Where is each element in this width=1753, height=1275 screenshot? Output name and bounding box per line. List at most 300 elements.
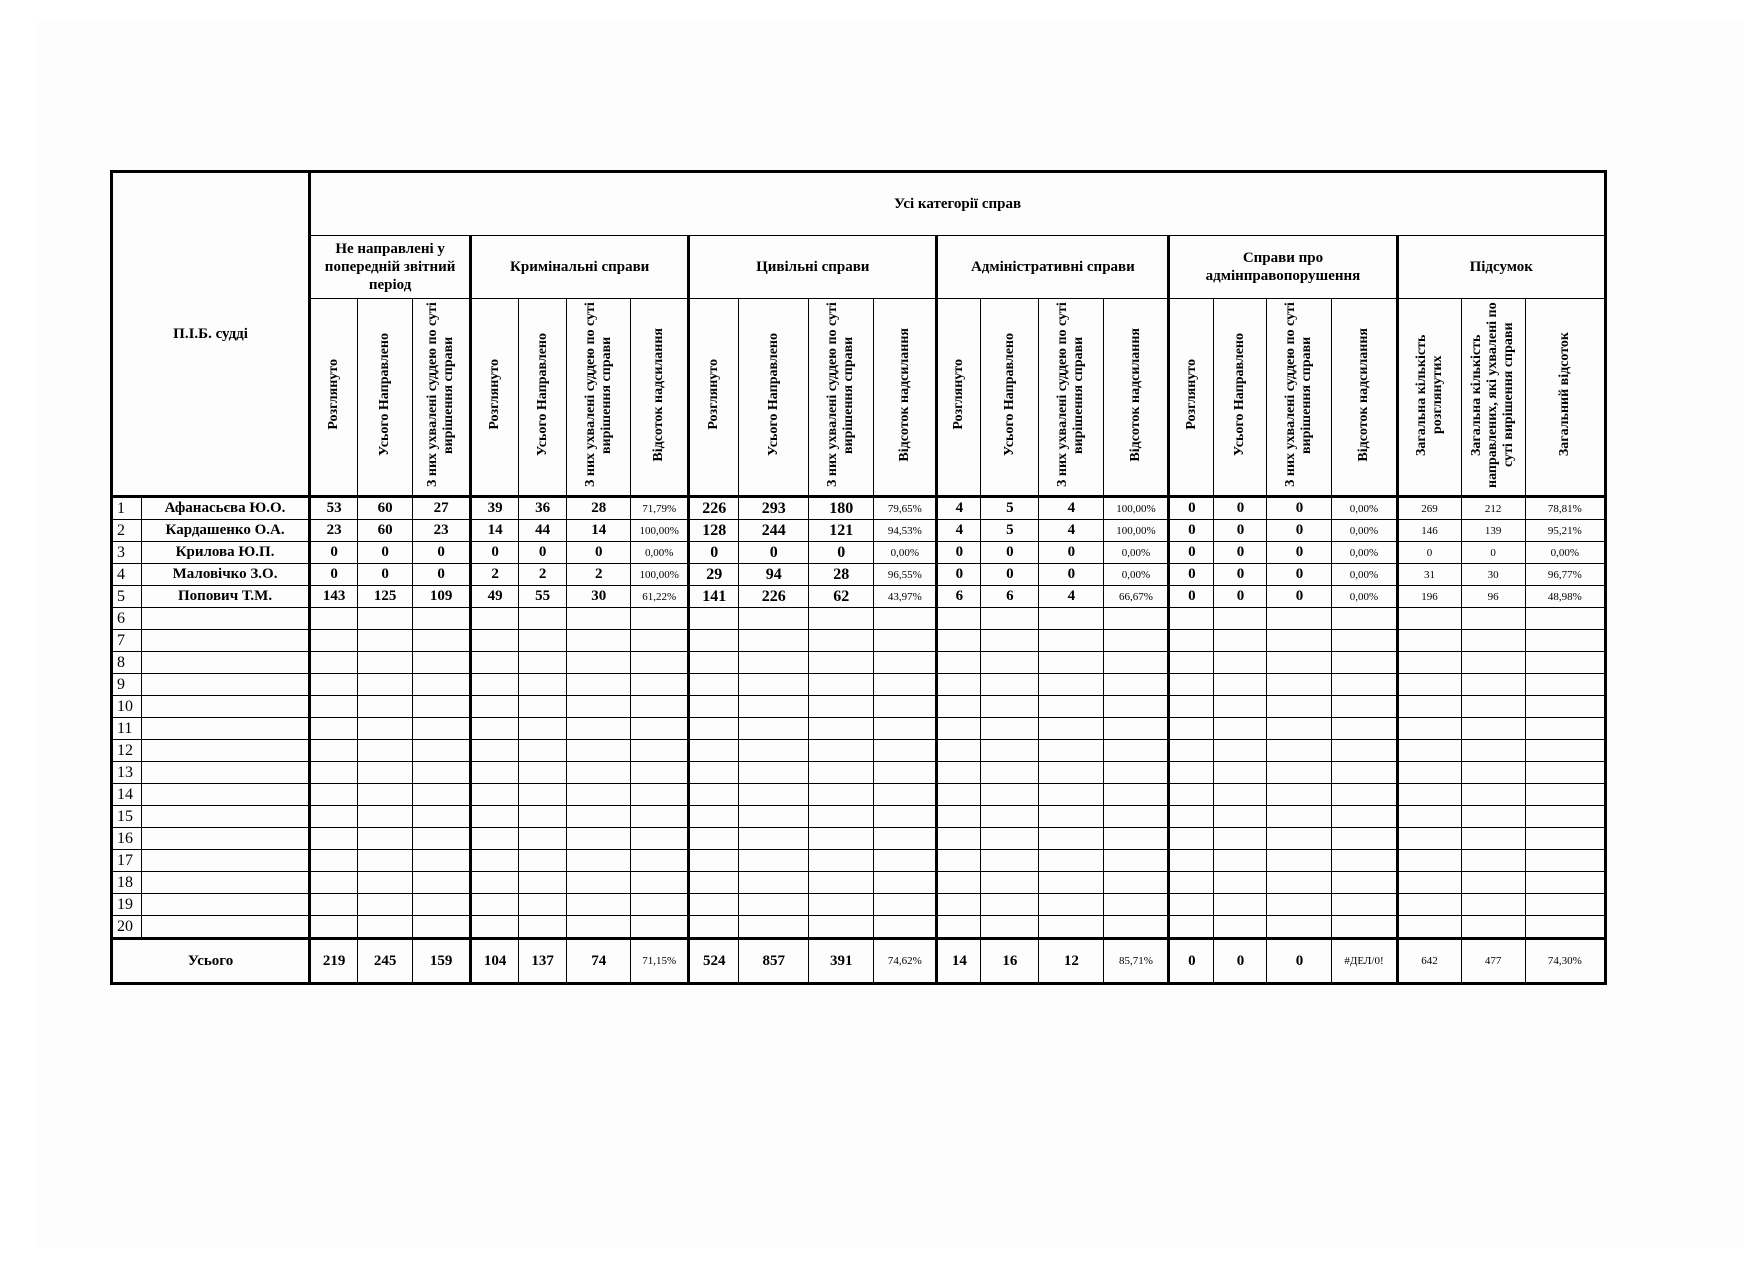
row-number: 20 [112, 916, 142, 939]
subheader-considered [689, 299, 739, 497]
table-cell: 0 [1169, 542, 1214, 564]
table-cell: 14 [567, 520, 631, 542]
judge-name [142, 894, 310, 916]
table-cell [471, 740, 519, 762]
table-cell [1461, 806, 1525, 828]
table-cell: 0,00% [631, 542, 689, 564]
judge-name [142, 828, 310, 850]
table-cell [471, 630, 519, 652]
subheader-label: Розглянуто [951, 359, 967, 430]
table-cell [1214, 740, 1267, 762]
table-cell [1267, 916, 1332, 939]
table-cell: 0 [937, 542, 981, 564]
table-cell [689, 762, 739, 784]
table-cell [1169, 872, 1214, 894]
table-cell [471, 762, 519, 784]
table-cell [1332, 872, 1397, 894]
table-cell [874, 850, 937, 872]
table-cell: 0 [1169, 586, 1214, 608]
total-cell: 12 [1039, 939, 1104, 984]
table-cell [937, 850, 981, 872]
table-cell [310, 608, 358, 630]
table-row [112, 784, 1606, 806]
table-cell: 29 [689, 564, 739, 586]
judge-name [142, 696, 310, 718]
table-cell [809, 850, 874, 872]
total-cell: 16 [981, 939, 1039, 984]
table-cell [471, 916, 519, 939]
table-cell: 48,98% [1525, 586, 1605, 608]
table-cell [937, 740, 981, 762]
table-cell: 94,53% [874, 520, 937, 542]
table-cell [874, 762, 937, 784]
table-cell [1039, 740, 1104, 762]
table-row [112, 850, 1606, 872]
table-cell [1039, 872, 1104, 894]
table-cell [1525, 674, 1605, 696]
judge-name: Попович Т.М. [142, 586, 310, 608]
table-cell [1267, 850, 1332, 872]
subheader-label: З них ухвалені суддею по суті вирішення справи [825, 302, 857, 487]
table-cell [1169, 916, 1214, 939]
table-cell [1214, 828, 1267, 850]
table-cell: 60 [358, 497, 413, 520]
table-cell [739, 740, 809, 762]
table-cell [1039, 608, 1104, 630]
table-cell [1525, 608, 1605, 630]
table-cell [1525, 696, 1605, 718]
table-cell: 226 [689, 497, 739, 520]
table-cell: 0 [1039, 564, 1104, 586]
table-cell [1169, 608, 1214, 630]
table-cell [1461, 652, 1525, 674]
subheader-label: Усього Направлено [765, 333, 781, 456]
table-cell [1525, 762, 1605, 784]
document-page [38, 18, 1744, 1248]
table-cell: 4 [1039, 497, 1104, 520]
subheader-considered [471, 299, 519, 497]
table-cell [1039, 762, 1104, 784]
table-cell: 0,00% [1332, 542, 1397, 564]
table-cell: 71,79% [631, 497, 689, 520]
table-cell [809, 652, 874, 674]
subheader-label: Відсоток надсилання [651, 327, 667, 462]
table-cell: 44 [519, 520, 567, 542]
table-row [112, 608, 1606, 630]
table-cell: 269 [1397, 497, 1461, 520]
table-cell [1461, 630, 1525, 652]
table-cell [1267, 652, 1332, 674]
row-number: 2 [112, 520, 142, 542]
table-cell [1332, 784, 1397, 806]
judge-name [142, 872, 310, 894]
table-cell [1267, 872, 1332, 894]
table-cell [1267, 894, 1332, 916]
table-cell [413, 652, 471, 674]
table-cell [809, 828, 874, 850]
table-cell [1332, 828, 1397, 850]
table-cell [1267, 740, 1332, 762]
table-row [112, 564, 1606, 586]
table-cell [1214, 652, 1267, 674]
table-cell [310, 652, 358, 674]
table-cell [471, 696, 519, 718]
table-cell: 62 [809, 586, 874, 608]
table-cell [471, 718, 519, 740]
table-cell [1104, 630, 1169, 652]
table-cell [631, 674, 689, 696]
table-cell [310, 674, 358, 696]
table-cell: 100,00% [1104, 497, 1169, 520]
table-cell [567, 784, 631, 806]
table-row [112, 630, 1606, 652]
table-cell [874, 696, 937, 718]
subheader-considered [937, 299, 981, 497]
table-cell [631, 894, 689, 916]
table-cell [1104, 652, 1169, 674]
table-cell [1525, 916, 1605, 939]
table-cell: 2 [471, 564, 519, 586]
table-cell: 4 [1039, 586, 1104, 608]
table-row [112, 586, 1606, 608]
subheader-of-which [567, 299, 631, 497]
table-cell [1267, 696, 1332, 718]
table-cell: 143 [310, 586, 358, 608]
table-cell: 5 [981, 520, 1039, 542]
table-cell [809, 894, 874, 916]
table-cell [981, 718, 1039, 740]
subheader-label: Усього Направлено [534, 333, 550, 456]
table-cell [310, 718, 358, 740]
table-cell [981, 674, 1039, 696]
table-cell [1169, 806, 1214, 828]
total-cell: 0 [1169, 939, 1214, 984]
subheader-percent-sent [1332, 299, 1397, 497]
table-cell [631, 850, 689, 872]
table-cell [519, 718, 567, 740]
table-cell [310, 916, 358, 939]
table-cell [519, 652, 567, 674]
table-cell [981, 850, 1039, 872]
subheader-label: Відсоток надсилання [896, 327, 912, 462]
table-cell: 146 [1397, 520, 1461, 542]
total-cell: 0 [1214, 939, 1267, 984]
table-cell: 14 [471, 520, 519, 542]
table-cell [1525, 806, 1605, 828]
table-cell [413, 718, 471, 740]
table-cell [1039, 630, 1104, 652]
table-cell [1169, 894, 1214, 916]
table-cell [1397, 630, 1461, 652]
table-cell: 0 [1267, 564, 1332, 586]
table-cell [1397, 740, 1461, 762]
table-cell [310, 828, 358, 850]
table-cell [1169, 630, 1214, 652]
table-cell [1461, 784, 1525, 806]
table-cell [874, 674, 937, 696]
table-cell: 109 [413, 586, 471, 608]
subheader-label: З них ухвалені суддею по суті вирішення справи [1055, 302, 1087, 487]
judge-name [142, 850, 310, 872]
table-cell [1461, 872, 1525, 894]
table-cell [310, 872, 358, 894]
table-cell [937, 784, 981, 806]
group-header-civil: Цивільні справи [689, 236, 937, 299]
table-cell [809, 696, 874, 718]
group-header-not-sent: Не направлені у попередній звітний період [310, 236, 471, 299]
total-cell: 857 [739, 939, 809, 984]
table-cell [310, 784, 358, 806]
table-cell [567, 850, 631, 872]
table-cell: 125 [358, 586, 413, 608]
table-cell [1267, 608, 1332, 630]
row-number: 12 [112, 740, 142, 762]
table-cell [413, 674, 471, 696]
table-cell: 212 [1461, 497, 1525, 520]
table-cell [1525, 740, 1605, 762]
subheader-label: Усього Направлено [377, 333, 393, 456]
table-cell [1267, 828, 1332, 850]
table-cell [689, 652, 739, 674]
table-cell: 0 [1214, 542, 1267, 564]
subheader-percent-sent [1104, 299, 1169, 497]
table-cell [519, 850, 567, 872]
table-cell [689, 916, 739, 939]
table-cell [937, 652, 981, 674]
subheader-label: Загальна кількість направлених, які ухвалені по суті вирішення справи [1469, 301, 1517, 488]
table-cell [631, 828, 689, 850]
row-number: 11 [112, 718, 142, 740]
table-cell: 28 [567, 497, 631, 520]
table-cell [413, 828, 471, 850]
subheader-total-sent [739, 299, 809, 497]
table-cell [1397, 850, 1461, 872]
table-cell [937, 674, 981, 696]
table-cell: 66,67% [1104, 586, 1169, 608]
table-cell: 55 [519, 586, 567, 608]
table-cell [1525, 630, 1605, 652]
table-cell [1397, 718, 1461, 740]
table-cell [519, 784, 567, 806]
row-number: 13 [112, 762, 142, 784]
table-cell: 6 [937, 586, 981, 608]
subheader-sum-considered [1397, 299, 1461, 497]
row-number: 6 [112, 608, 142, 630]
table-cell [471, 608, 519, 630]
subheader-label: З них ухвалені суддею по суті вирішення справи [425, 302, 457, 487]
row-number: 17 [112, 850, 142, 872]
table-cell [981, 894, 1039, 916]
table-cell [1104, 894, 1169, 916]
total-cell: 391 [809, 939, 874, 984]
table-cell [567, 806, 631, 828]
table-cell [1397, 696, 1461, 718]
table-cell: 0 [1267, 542, 1332, 564]
table-cell [631, 652, 689, 674]
table-cell [1104, 872, 1169, 894]
table-cell: 96,77% [1525, 564, 1605, 586]
table-cell [689, 630, 739, 652]
table-row [112, 872, 1606, 894]
table-cell [981, 828, 1039, 850]
table-cell [1332, 652, 1397, 674]
table-cell: 43,97% [874, 586, 937, 608]
table-cell [631, 718, 689, 740]
subheader-label: Розглянуто [487, 359, 503, 430]
total-cell: 524 [689, 939, 739, 984]
table-cell [809, 740, 874, 762]
subheader-considered [1169, 299, 1214, 497]
table-cell [567, 630, 631, 652]
table-cell [809, 608, 874, 630]
table-cell [981, 872, 1039, 894]
table-cell [1397, 762, 1461, 784]
table-cell [519, 740, 567, 762]
table-cell: 0 [1397, 542, 1461, 564]
table-cell [1397, 784, 1461, 806]
table-cell: 0 [413, 542, 471, 564]
judge-name [142, 762, 310, 784]
total-row [112, 939, 1606, 984]
subheader-label: Розглянуто [1183, 359, 1199, 430]
table-cell [567, 608, 631, 630]
table-cell [1169, 762, 1214, 784]
table-cell: 49 [471, 586, 519, 608]
subheader-percent-sent [631, 299, 689, 497]
judge-name [142, 718, 310, 740]
table-cell [1169, 740, 1214, 762]
table-cell: 39 [471, 497, 519, 520]
table-cell [358, 762, 413, 784]
table-cell [631, 762, 689, 784]
table-cell [1332, 894, 1397, 916]
total-cell: 477 [1461, 939, 1525, 984]
table-cell [981, 806, 1039, 828]
table-cell [567, 740, 631, 762]
subheader-considered [310, 299, 358, 497]
table-cell [358, 872, 413, 894]
table-cell: 30 [567, 586, 631, 608]
row-number: 14 [112, 784, 142, 806]
table-cell [631, 740, 689, 762]
table-cell [1332, 762, 1397, 784]
table-cell: 60 [358, 520, 413, 542]
table-cell [1525, 894, 1605, 916]
table-cell: 0 [1267, 586, 1332, 608]
table-cell [809, 806, 874, 828]
subheader-label: З них ухвалені суддею по суті вирішення справи [582, 302, 614, 487]
table-cell [413, 894, 471, 916]
table-cell [1214, 630, 1267, 652]
table-cell: 0 [1214, 564, 1267, 586]
table-cell [1214, 806, 1267, 828]
table-cell: 4 [937, 497, 981, 520]
judge-name [142, 630, 310, 652]
table-cell [874, 630, 937, 652]
table-cell [413, 850, 471, 872]
table-row [112, 520, 1606, 542]
row-number: 10 [112, 696, 142, 718]
table-cell: 0 [358, 564, 413, 586]
total-cell: 71,15% [631, 939, 689, 984]
table-cell [358, 806, 413, 828]
table-cell [1104, 718, 1169, 740]
table-row [112, 542, 1606, 564]
table-cell: 0 [809, 542, 874, 564]
row-number: 19 [112, 894, 142, 916]
table-cell [809, 674, 874, 696]
table-cell [1267, 806, 1332, 828]
table-cell [1461, 740, 1525, 762]
table-cell [1214, 894, 1267, 916]
table-cell: 0 [981, 564, 1039, 586]
table-cell [471, 894, 519, 916]
table-cell [413, 608, 471, 630]
table-cell [689, 850, 739, 872]
table-cell [567, 674, 631, 696]
table-cell [937, 630, 981, 652]
table-cell: 0,00% [1332, 564, 1397, 586]
table-cell: 0,00% [1332, 586, 1397, 608]
table-cell [874, 784, 937, 806]
table-row [112, 718, 1606, 740]
subheader-label: Відсоток надсилання [1356, 327, 1371, 462]
table-cell [689, 828, 739, 850]
table-row [112, 806, 1606, 828]
table-cell [739, 674, 809, 696]
table-cell: 0 [358, 542, 413, 564]
table-cell: 0 [1169, 564, 1214, 586]
table-cell: 100,00% [631, 564, 689, 586]
table-cell [358, 784, 413, 806]
table-cell [519, 894, 567, 916]
subheader-total-sent [519, 299, 567, 497]
row-number: 5 [112, 586, 142, 608]
subheader-total-sent [1214, 299, 1267, 497]
table-cell: 61,22% [631, 586, 689, 608]
table-cell [809, 784, 874, 806]
judge-name: Крилова Ю.П. [142, 542, 310, 564]
table-cell [631, 696, 689, 718]
table-row [112, 497, 1606, 520]
table-cell [567, 652, 631, 674]
table-cell [358, 718, 413, 740]
table-cell [358, 850, 413, 872]
table-cell [981, 784, 1039, 806]
total-cell: 0 [1267, 939, 1332, 984]
total-cell: 14 [937, 939, 981, 984]
table-cell [1267, 718, 1332, 740]
table-cell: 128 [689, 520, 739, 542]
row-number: 18 [112, 872, 142, 894]
table-cell [413, 784, 471, 806]
table-cell [1461, 916, 1525, 939]
table-cell [1525, 784, 1605, 806]
table-cell [1397, 872, 1461, 894]
table-cell [1525, 850, 1605, 872]
table-cell: 23 [413, 520, 471, 542]
table-cell [689, 740, 739, 762]
table-cell [1397, 608, 1461, 630]
table-cell [874, 718, 937, 740]
judge-name [142, 608, 310, 630]
table-cell [413, 630, 471, 652]
table-cell: 180 [809, 497, 874, 520]
table-cell [1332, 806, 1397, 828]
table-cell: 244 [739, 520, 809, 542]
table-cell [471, 784, 519, 806]
table-cell [1104, 608, 1169, 630]
